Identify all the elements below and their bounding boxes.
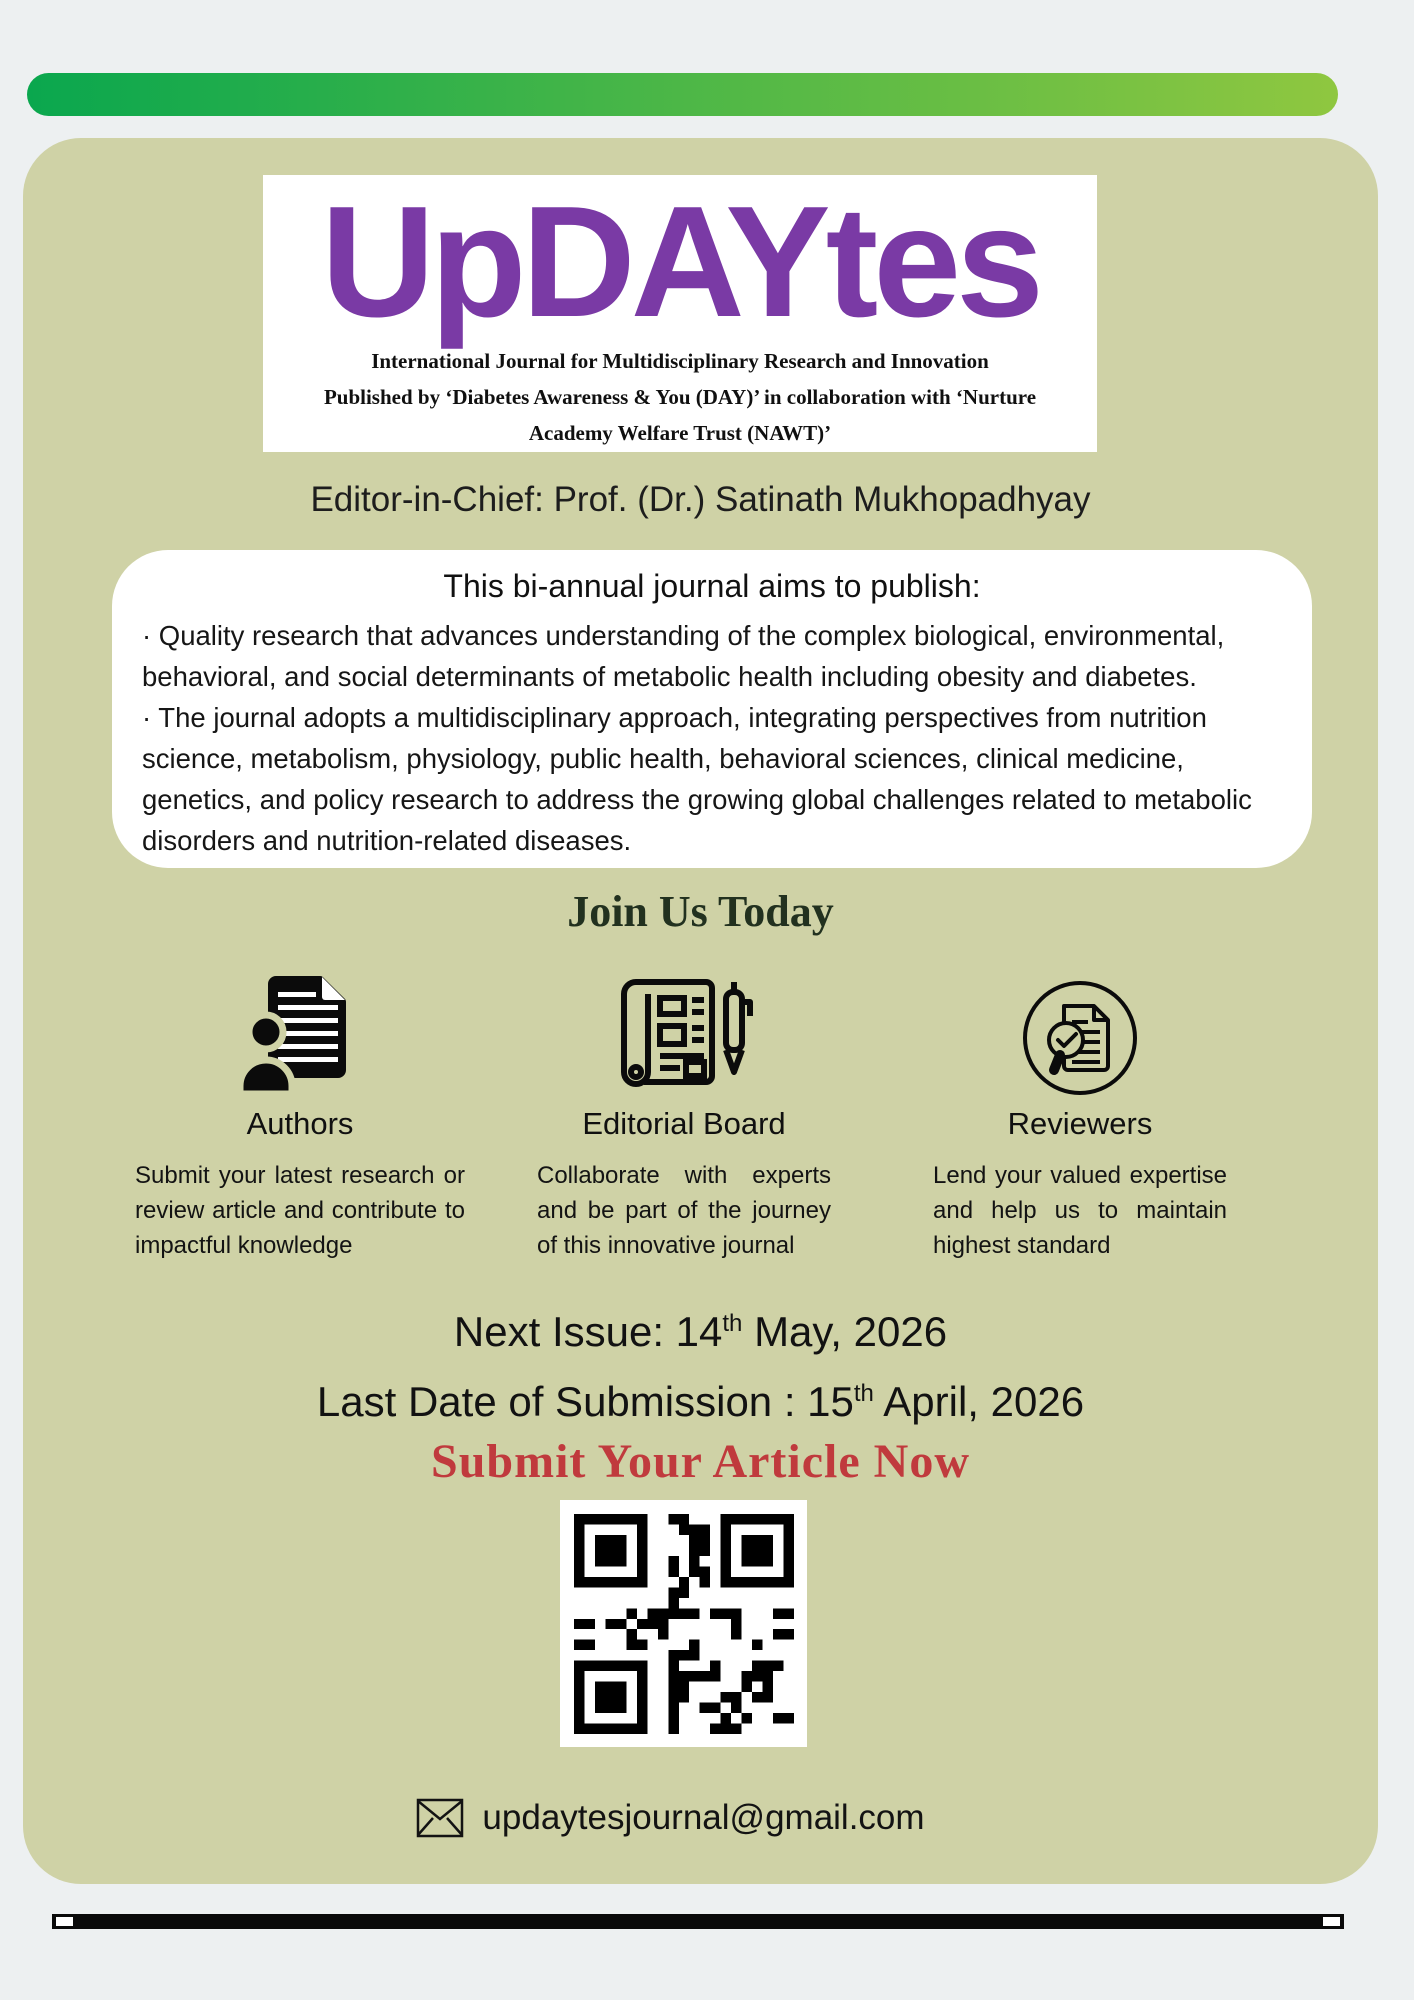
flyer-card [23, 138, 1378, 1884]
editor-in-chief-line: Editor-in-Chief: Prof. (Dr.) Satinath Mukhopadhyay [310, 480, 1091, 519]
submit-article-cta[interactable]: Submit Your Article Now [431, 1435, 970, 1488]
contact-row [23, 1798, 1378, 1838]
journal-publisher-line: Published by ‘Diabetes Awareness & You (DAY)’ in collaboration with ‘Nurture Academy Welfare Trust (NAWT)’ [323, 385, 1037, 445]
aims-point: · The journal adopts a multidisciplinary approach, integrating perspectives from nutrition science, metabolism, physiology, public health, behavioral sciences, clinical medicine, genetics, and policy research to address the growing global challenges related to metabolic disorders and nutrition-related diseases. [142, 702, 1252, 856]
footer-bar-end-left [56, 1917, 73, 1926]
role-description-editorial-board: Collaborate with experts and be part of the journey of this innovative journal [537, 1162, 831, 1259]
journal-logo: UpDAYtes [320, 174, 1040, 350]
qr-code [560, 1500, 807, 1747]
ordinal-superscript: th [722, 1310, 743, 1337]
join-us-heading: Join Us Today [567, 887, 834, 936]
envelope-icon [416, 1798, 464, 1838]
role-editorial-board [537, 970, 831, 1263]
submission-deadline-line: Last Date of Submission : 15th April, 2026 [316, 1378, 1085, 1425]
journal-header-box [263, 175, 1097, 452]
role-description-reviewers: Lend your valued expertise and help us to maintain highest standard [933, 1162, 1227, 1259]
aims-point: · Quality research that advances understanding of the complex biological, environmental, behavioral, and social determinants of metabolic health including obesity and diabetes. [142, 620, 1225, 692]
newspaper-pen-icon [537, 970, 831, 1098]
journal-subtitle: International Journal for Multidisciplinary Research and Innovation [371, 349, 989, 373]
contact-email[interactable]: updaytesjournal@gmail.com [482, 1798, 925, 1837]
role-authors [135, 970, 465, 1263]
document-review-magnifier-icon [933, 970, 1227, 1098]
role-title-reviewers: Reviewers [1007, 1106, 1153, 1141]
role-description-authors: Submit your latest research or review article and contribute to impactful knowledge [135, 1162, 465, 1259]
qr-code-svg [574, 1514, 794, 1734]
ordinal-superscript: th [853, 1380, 874, 1407]
role-title-authors: Authors [246, 1106, 354, 1141]
aims-box [112, 550, 1312, 868]
author-document-icon [135, 970, 465, 1098]
role-reviewers [933, 970, 1227, 1263]
top-gradient-bar [27, 73, 1338, 116]
next-issue-line: Next Issue: 14th May, 2026 [453, 1308, 948, 1355]
footer-bar-end-right [1323, 1917, 1340, 1926]
aims-title: This bi-annual journal aims to publish: [443, 568, 981, 604]
footer-bar [52, 1914, 1344, 1929]
role-title-editorial-board: Editorial Board [582, 1106, 786, 1141]
